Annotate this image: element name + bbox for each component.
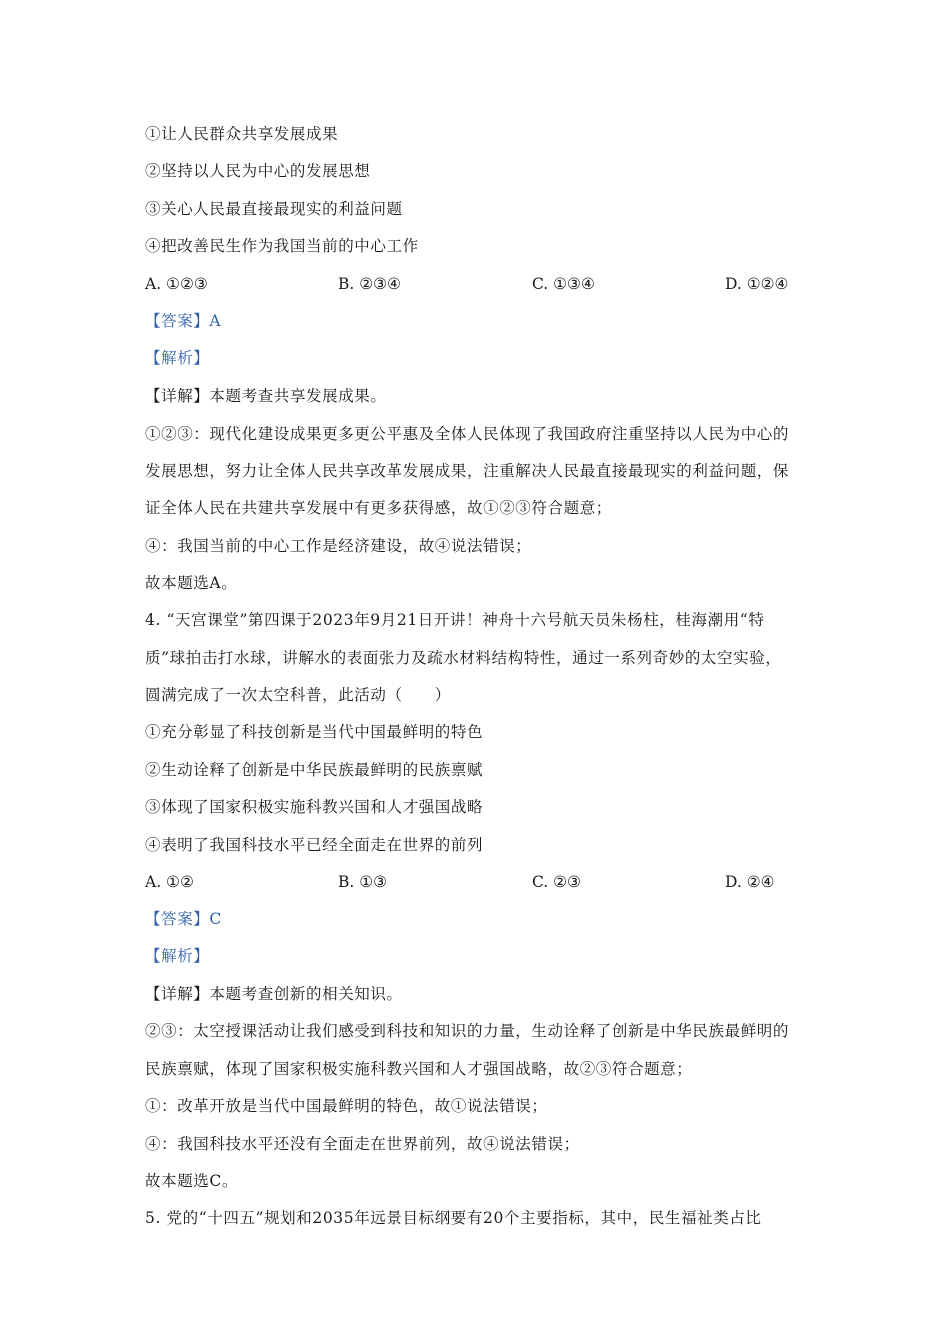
q4-stem-3: 圆满完成了一次太空科普，此活动（ ） — [145, 686, 451, 704]
q3-option-a: A. ①②③ — [145, 275, 208, 293]
q4-stem-2: 质”球拍击打水球，讲解水的表面张力及疏水材料结构特性，通过一系列奇妙的太空实验， — [145, 649, 782, 667]
q4-option-b: B. ①③ — [338, 873, 388, 891]
q4-statement-2: ②生动诠释了创新是中华民族最鲜明的民族禀赋 — [145, 761, 484, 779]
q3-option-c: C. ①③④ — [532, 275, 595, 293]
q4-option-c: C. ②③ — [532, 873, 581, 891]
q3-statement-1: ①让人民群众共享发展成果 — [145, 125, 339, 143]
q4-statement-1: ①充分彰显了科技创新是当代中国最鲜明的特色 — [145, 723, 484, 741]
q3-answer: 【答案】A — [145, 312, 222, 330]
q3-detail: 【详解】本题考查共享发展成果。 — [145, 387, 387, 405]
q3-explanation-4: ④：我国当前的中心工作是经济建设，故④说法错误； — [145, 537, 532, 555]
q4-explanation-4: ④：我国科技水平还没有全面走在世界前列，故④说法错误； — [145, 1135, 580, 1153]
q4-answer: 【答案】C — [145, 910, 222, 928]
q4-option-a: A. ①② — [145, 873, 194, 891]
q3-statement-2: ②坚持以人民为中心的发展思想 — [145, 162, 371, 180]
q4-option-d: D. ②④ — [725, 873, 775, 891]
q4-statement-3: ③体现了国家积极实施科教兴国和人才强国战略 — [145, 798, 484, 816]
q3-statement-4: ④把改善民生作为我国当前的中心工作 — [145, 237, 419, 255]
q4-explanation-5: 故本题选C。 — [145, 1172, 238, 1190]
q3-option-b: B. ②③④ — [338, 275, 401, 293]
q4-stem-1: 4. “天宫课堂”第四课于2023年9月21日开讲！神舟十六号航天员朱杨柱，桂海潮用“特 — [145, 611, 765, 629]
q3-explanation-2: 发展思想，努力让全体人民共享改革发展成果，注重解决人民最直接最现实的利益问题，保 — [145, 462, 790, 480]
q4-analysis-heading: 【解析】 — [145, 947, 210, 965]
q4-explanation-2: 民族禀赋，体现了国家积极实施科教兴国和人才强国战略，故②③符合题意； — [145, 1060, 693, 1078]
q3-option-d: D. ①②④ — [725, 275, 789, 293]
q5-stem-1: 5. 党的“十四五”规划和2035年远景目标纲要有20个主要指标，其中，民生福祉类占比 — [145, 1209, 762, 1227]
q4-explanation-3: ①：改革开放是当代中国最鲜明的特色，故①说法错误； — [145, 1097, 548, 1115]
q3-explanation-3: 证全体人民在共建共享发展中有更多获得感，故①②③符合题意； — [145, 499, 612, 517]
q4-explanation-1: ②③：太空授课活动让我们感受到科技和知识的力量，生动诠释了创新是中华民族最鲜明的 — [145, 1022, 790, 1040]
q4-statement-4: ④表明了我国科技水平已经全面走在世界的前列 — [145, 836, 484, 854]
q3-statement-3: ③关心人民最直接最现实的利益问题 — [145, 200, 403, 218]
q4-detail: 【详解】本题考查创新的相关知识。 — [145, 985, 403, 1003]
q3-analysis-heading: 【解析】 — [145, 349, 210, 367]
q3-explanation-5: 故本题选A。 — [145, 574, 238, 592]
q3-explanation-1: ①②③：现代化建设成果更多更公平惠及全体人民体现了我国政府注重坚持以人民为中心的 — [145, 425, 790, 443]
